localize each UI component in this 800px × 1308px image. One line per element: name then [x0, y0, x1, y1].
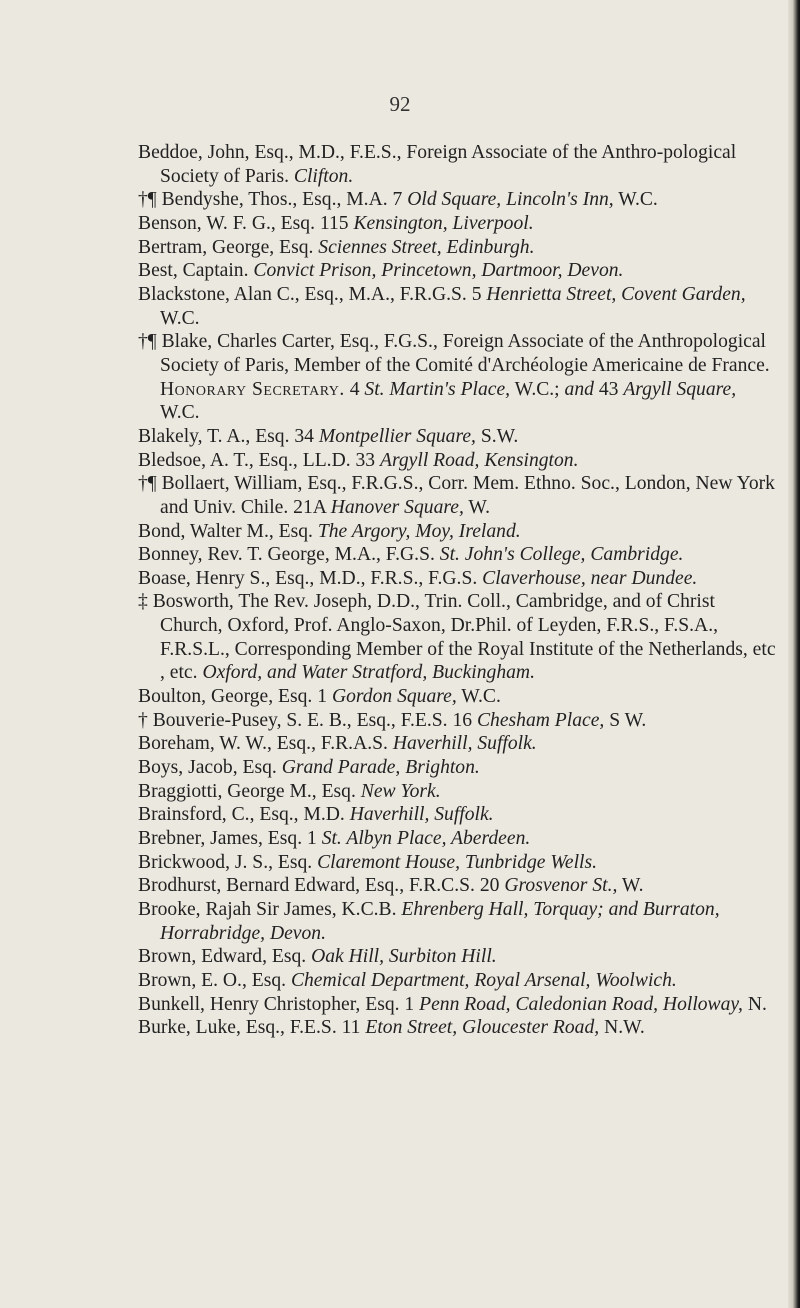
member-entry: [138, 827, 778, 851]
member-list: [138, 141, 778, 1040]
entry-address: Grand Parade, Brighton.: [281, 757, 480, 779]
member-entry: [138, 851, 778, 875]
entry-text: Brooke, Rajah Sir James, K.C.B.: [138, 899, 402, 920]
entry-address: New York.: [360, 780, 441, 802]
entry-text: S W.: [604, 709, 647, 731]
entry-text: Blackstone, Alan C., Esq., M.A., F.R.G.S. 5: [138, 283, 487, 305]
member-entry: [138, 732, 778, 756]
entry-address: Haverhill, Suffolk.: [349, 804, 494, 826]
entry-title: Honorary Secretary.: [160, 378, 345, 400]
page-edge-shadow: [788, 0, 800, 1308]
member-entry: [138, 993, 778, 1017]
member-entry: [138, 236, 778, 260]
entry-text: Brown, E. O., Esq.: [138, 969, 291, 991]
entry-address: Kensington, Liverpool.: [353, 212, 534, 234]
entry-text: W.C.: [160, 402, 200, 424]
entry-text: W.C.;: [510, 378, 565, 400]
entry-text: Benson, W. F. G., Esq. 115: [138, 212, 354, 234]
entry-address: Gordon Square,: [331, 686, 457, 708]
member-entry: [138, 543, 778, 567]
entry-address: The Argory, Moy, Ireland.: [317, 520, 521, 542]
entry-address: Claremont House, Tunbridge Wells.: [317, 851, 598, 873]
entry-text: Beddoe, John, Esq., M.D., F.E.S., Foreign Associate of the Anthro-pological Society of Paris.: [138, 142, 737, 187]
entry-text: Bledsoe, A. T., Esq., LL.D. 33: [138, 449, 381, 471]
entry-address: St. John's College, Cambridge.: [439, 544, 684, 566]
entry-address: Hanover Square,: [330, 496, 464, 518]
member-entry: [138, 874, 778, 898]
member-entry: [138, 567, 778, 591]
entry-text: N.W.: [599, 1017, 645, 1039]
entry-text: Brainsford, C., Esq., M.D.: [138, 804, 350, 826]
member-entry: [138, 590, 778, 685]
member-entry: [138, 283, 778, 330]
member-entry: [138, 425, 778, 449]
entry-text: Bond, Walter M., Esq.: [138, 520, 318, 542]
entry-address: St. Albyn Place, Aberdeen.: [321, 828, 531, 850]
entry-text: Boreham, W. W., Esq., F.R.A.S.: [138, 733, 393, 755]
entry-text: Burke, Luke, Esq., F.E.S. 11: [138, 1017, 366, 1039]
entry-text: 43: [593, 378, 624, 400]
entry-address: Sciennes Street, Edinburgh.: [318, 236, 535, 258]
entry-text: W.: [463, 496, 490, 518]
entry-text: Blakely, T. A., Esq. 34: [138, 425, 319, 447]
entry-address: Old Square, Lincoln's Inn,: [407, 189, 614, 211]
entry-text: W.C.: [613, 189, 658, 211]
member-entry: [138, 188, 778, 212]
entry-address: Chemical Department, Royal Arsenal, Woolwich.: [290, 969, 677, 991]
page-number: 92: [389, 92, 411, 116]
entry-text: Bunkell, Henry Christopher, Esq. 1: [138, 993, 420, 1015]
member-entry: [138, 520, 778, 544]
member-entry: [138, 141, 778, 188]
member-entry: [138, 1016, 778, 1040]
entry-address: Montpellier Square,: [318, 425, 476, 447]
member-entry: [138, 472, 778, 519]
entry-text: 4: [344, 378, 365, 400]
entry-text: Brown, Edward, Esq.: [138, 946, 312, 968]
entry-address: Henrietta Street, Covent Garden,: [486, 283, 746, 305]
entry-address: Grosvenor St.,: [504, 875, 618, 897]
entry-text: Brickwood, J. S., Esq.: [138, 851, 318, 873]
entry-text: W.C.: [160, 307, 200, 329]
entry-address: Oak Hill, Surbiton Hill.: [311, 946, 497, 968]
member-entry: [138, 709, 778, 733]
member-entry: [138, 803, 778, 827]
entry-address: Clifton.: [293, 165, 354, 187]
entry-address: Ehrenberg Hall, Torquay; and Burraton, Horrabridge, Devon.: [160, 899, 720, 944]
entry-text: Brebner, James, Esq. 1: [138, 828, 322, 850]
entry-text: Bonney, Rev. T. George, M.A., F.G.S.: [138, 544, 440, 566]
entry-text: Boys, Jacob, Esq.: [138, 757, 282, 779]
member-entry: [138, 945, 778, 969]
entry-address: Argyll Square,: [623, 378, 737, 400]
member-entry: [138, 330, 778, 425]
entry-text: Best, Captain.: [138, 260, 254, 282]
entry-text: N.: [742, 993, 767, 1015]
entry-address: and: [564, 378, 594, 400]
member-entry: [138, 685, 778, 709]
entry-text: † Bouverie-Pusey, S. E. B., Esq., F.E.S. 16: [138, 709, 477, 731]
member-entry: [138, 780, 778, 804]
entry-text: ‡ Bosworth, The Rev. Joseph, D.D., Trin. Coll., Cambridge, and of Christ Church, Oxford, Prof. Anglo-Saxon, Dr.Phil. of Leyden, F.R.S., F.S.A., F.R.S.L., Corresponding Member of the Royal Institute of the Netherlands, etc , etc.: [138, 591, 776, 684]
member-entry: [138, 212, 778, 236]
entry-address: Penn Road, Caledonian Road, Holloway,: [419, 993, 743, 1015]
entry-text: Bertram, George, Esq.: [138, 236, 319, 258]
entry-text: W.: [617, 875, 644, 897]
entry-text: Brodhurst, Bernard Edward, Esq., F.R.C.S. 20: [138, 875, 505, 897]
entry-text: Boase, Henry S., Esq., M.D., F.R.S., F.G.S.: [138, 567, 483, 589]
member-entry: [138, 259, 778, 283]
entry-text: W.C.: [456, 686, 501, 708]
entry-address: Chesham Place,: [476, 709, 605, 731]
member-entry: [138, 969, 778, 993]
member-entry: [138, 756, 778, 780]
entry-text: †¶ Bollaert, William, Esq., F.R.G.S., Corr. Mem. Ethno. Soc., London, New York and Univ. Chile. 21A: [138, 473, 775, 518]
entry-address: Argyll Road, Kensington.: [380, 449, 579, 471]
entry-text: Braggiotti, George M., Esq.: [138, 780, 361, 802]
entry-address: Oxford, and Water Stratford, Buckingham.: [202, 662, 535, 684]
entry-address: St. Martin's Place,: [364, 378, 511, 400]
member-entry: [138, 898, 778, 945]
member-entry: [138, 449, 778, 473]
entry-text: †¶ Bendyshe, Thos., Esq., M.A. 7: [138, 189, 408, 211]
entry-address: Haverhill, Suffolk.: [392, 733, 537, 755]
entry-address: Claverhouse, near Dundee.: [482, 567, 698, 589]
entry-text: S.W.: [475, 425, 519, 447]
entry-text: Boulton, George, Esq. 1: [138, 686, 332, 708]
entry-address: Eton Street, Gloucester Road,: [365, 1017, 600, 1039]
entry-text: †¶ Blake, Charles Carter, Esq., F.G.S., Foreign Associate of the Anthropological Society of Paris, Member of the Comité d'Archéologie Americaine de France.: [138, 331, 770, 376]
entry-address: Convict Prison, Princetown, Dartmoor, Devon.: [253, 260, 624, 282]
